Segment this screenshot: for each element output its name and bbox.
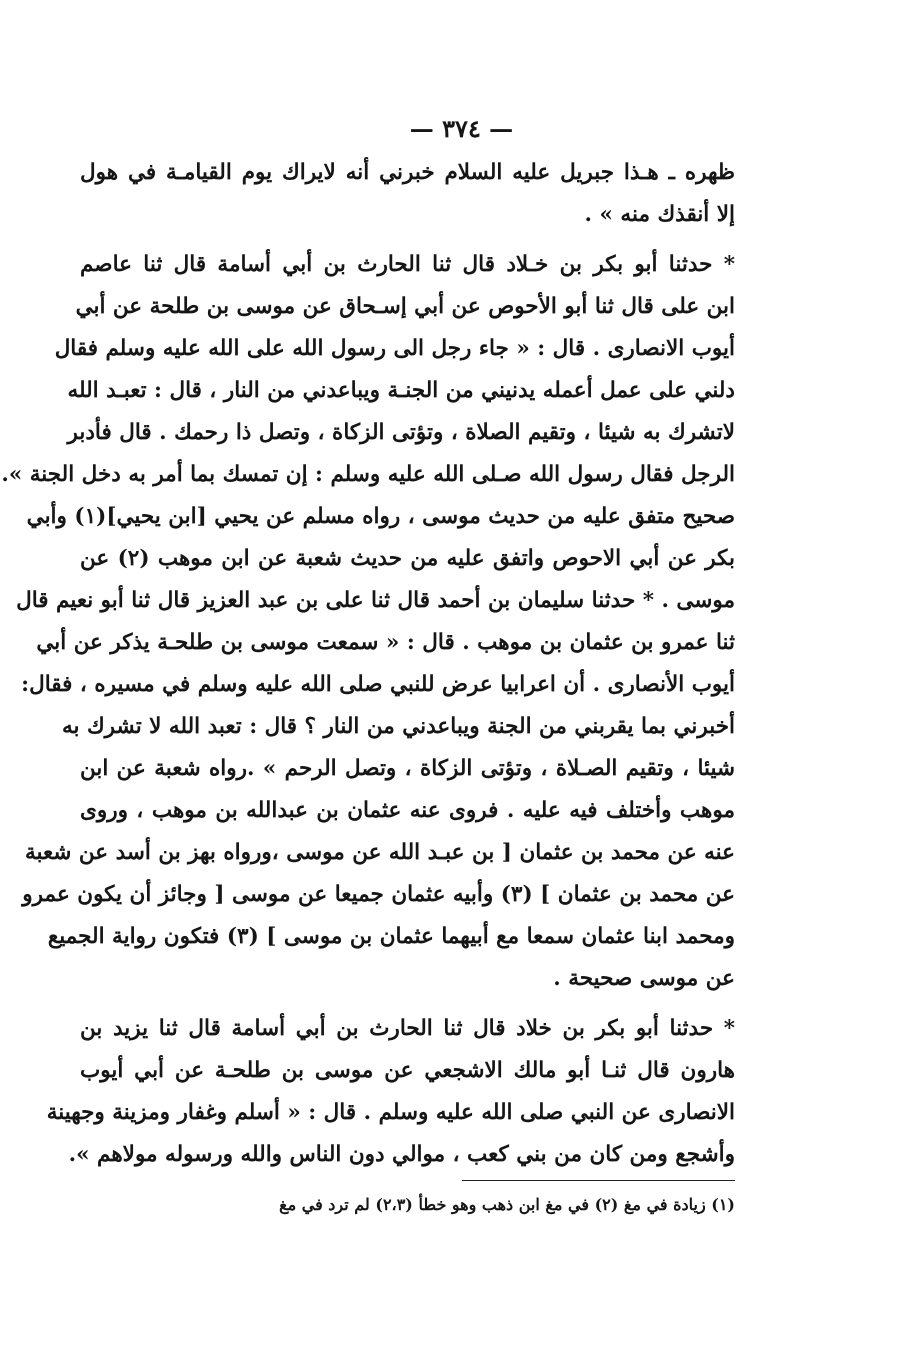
text-line: عنه عن محمد بن عثمان [ بن عبـد الله عن موسى ،ورواه بهز بن أسد عن شعبة bbox=[25, 840, 735, 865]
text-line: صحيح متفق عليه من حديث موسى ، رواه مسلم عن يحيي [ابن يحيي](١) وأبي bbox=[26, 504, 735, 529]
text-line: أخبرني بما يقربني من الجنة ويباعدني من النار ؟ قال : تعبد الله لا تشرك به bbox=[61, 714, 735, 739]
text-line: * حدثنا أبو بكر بن خلاد قال ثنا الحارث بن أبي أسامة قال ثنا يزيد بن bbox=[80, 1016, 735, 1041]
text-line: ثنا عمرو بن عثمان بن موهب . قال : « سمعت موسى بن طلحـة يذكر عن أبي bbox=[36, 630, 735, 655]
page-number: — ٣٧٤ — bbox=[409, 114, 514, 143]
paragraph-gap bbox=[80, 236, 735, 244]
text-line: هارون قال ثنـا أبو مالك الاشجعي عن موسى بن طلحـة عن أبي أيوب bbox=[80, 1058, 735, 1083]
footnote: (١) زيادة في مغ (٢) في مغ ابن ذهب وهو خطأ (٢،٣) لم ترد في مغ bbox=[279, 1195, 735, 1214]
text-line: موهب وأختلف فيه عليه . فروى عنه عثمان بن عبدالله بن موهب ، وروى bbox=[80, 798, 735, 823]
text-line: لاتشرك به شيئا ، وتقيم الصلاة ، وتؤتى الزكاة ، وتصل ذا رحمك . قال فأدبر bbox=[67, 420, 735, 445]
text-line: عن موسى صحيحة . bbox=[553, 966, 735, 991]
text-line: أيوب الانصارى . قال : « جاء رجل الى رسول الله على الله عليه وسلم فقال bbox=[54, 336, 735, 361]
text-line: وأشجع ومن كان من بني كعب ، موالي دون الناس والله ورسوله مولاهم ». bbox=[68, 1142, 735, 1167]
text-line: * حدثنا أبو بكر بن خـلاد قال ثنا الحارث بن أبي أسامة قال ثنا عاصم bbox=[80, 252, 735, 277]
text-line: الرجل فقال رسول الله صـلى الله عليه وسلم : إن تمسك بما أمر به دخل الجنة ». bbox=[1, 462, 735, 487]
main-text bbox=[1, 152, 735, 1176]
text-line: ومحمد ابنا عثمان سمعا مع أبيهما عثمان بن موسى ] (٣) فتكون رواية الجميع bbox=[47, 924, 735, 949]
text-line: ابن على قال ثنا أبو الأحوص عن أبي إسـحاق عن موسى بن طلحة عن أبي bbox=[75, 294, 735, 319]
text-line: ظهره ـ هـذا جبريل عليه السلام خبرني أنه لايراك يوم القيامـة في هول bbox=[80, 160, 735, 185]
text-line: موسى . * حدثنا سليمان بن أحمد قال ثنا على بن عبد العزيز قال ثنا أبو نعيم قال bbox=[16, 588, 735, 613]
text-line: عن محمد بن عثمان ] (٣) وأبيه عثمان جميعا عن موسى [ وجائز أن يكون عمرو bbox=[22, 882, 735, 907]
paragraph-gap bbox=[80, 1000, 735, 1008]
text-line: أيوب الأنصارى . أن اعرابيا عرض للنبي صلى الله عليه وسلم في مسيره ، فقال: bbox=[21, 672, 735, 697]
text-line: إلا أنقذك منه » . bbox=[584, 202, 735, 227]
text-line: شيئا ، وتقيم الصـلاة ، وتؤتى الزكاة ، وتصل الرحم » .رواه شعبة عن ابن bbox=[80, 756, 735, 781]
text-line: دلني على عمل أعمله يدنيني من الجنـة ويباعدني من النار ، قال : تعبـد الله bbox=[67, 378, 735, 403]
footnote-divider bbox=[462, 1180, 735, 1181]
text-line: الانصارى عن النبي صلى الله عليه وسلم . قال : « أسلم وغفار ومزينة وجهينة bbox=[46, 1100, 735, 1125]
text-line: بكر عن أبي الاحوص واتفق عليه من حديث شعبة عن ابن موهب (٢) عن bbox=[80, 546, 735, 571]
